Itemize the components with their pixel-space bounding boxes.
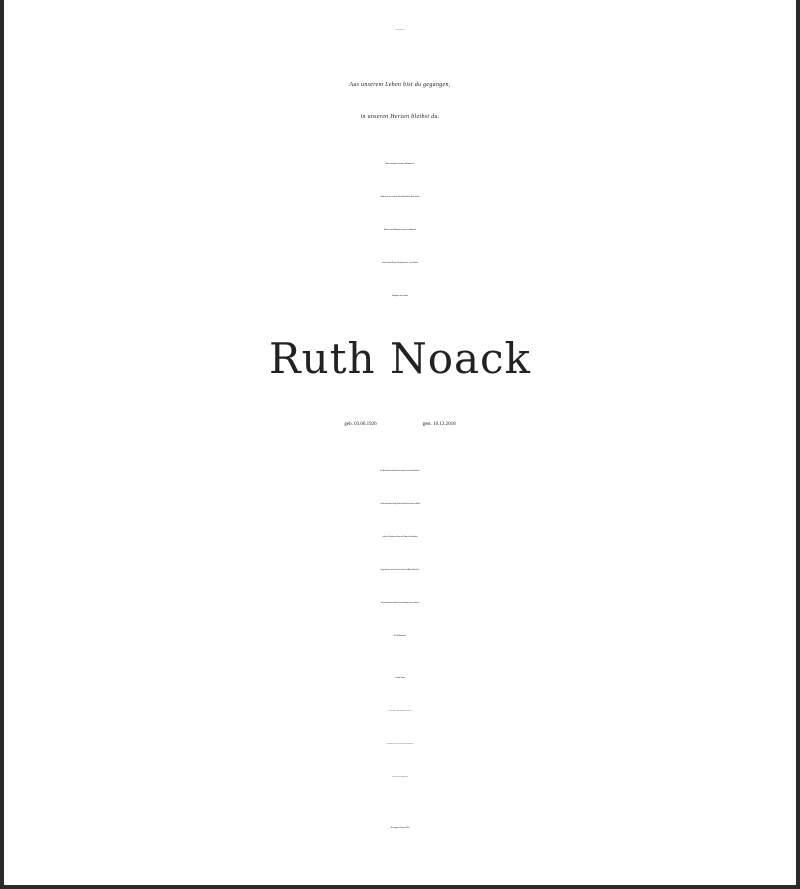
verse-line: Aus unserem Leben bist du gegangen, bbox=[349, 82, 451, 88]
thanks-line: Sangerhausen sowie Gretchen Opitz und Brigitte Noack für bbox=[380, 570, 420, 571]
signer-line: Regina Körber geb. Noack und Wolfgang Körber bbox=[386, 744, 414, 745]
verse-line: in unseren Herzen bleibst du. bbox=[360, 114, 440, 120]
mourning-label: In stiller Trauer bbox=[395, 678, 405, 679]
death-date: gest. 10.12.2018 bbox=[422, 422, 456, 427]
signer-line: Heinz Noack, Steffi Rohland und Sophie bbox=[388, 711, 412, 712]
signer-line: im Namen aller Angehörigen bbox=[391, 777, 409, 778]
intro-line: unserer lieben Mutter, Schwiegermutter, Oma, Uroma, bbox=[382, 263, 418, 264]
thanks-line: Unser besonderer Dank gilt dem Praxis-Team Gasse in Roßla bbox=[380, 504, 420, 505]
birth-date: geb. 03.06.1926 bbox=[344, 422, 377, 427]
thanks-line: die besondere persönliche Unterstützung in der schweren bbox=[381, 603, 419, 604]
place-date: Bennungen, im Januar 2019 bbox=[390, 828, 410, 829]
intro-line: Bekannten, die uns durch stillen Händedruck, Wort, Schrift, bbox=[380, 197, 420, 198]
notice-heading: Danksagung bbox=[395, 30, 405, 31]
intro-line: Allen Verwandten, Freunden, Nachbarn und bbox=[385, 164, 415, 165]
thanks-line: und dem Schwestern-Team der Diakonie Sozialstation bbox=[382, 537, 418, 538]
life-dates bbox=[4, 422, 796, 427]
intro-line: Schwägerin und Cousine bbox=[391, 296, 409, 297]
thanks-line: Zeit des Abschieds. bbox=[393, 636, 407, 637]
thanks-line: ihre Anteilnahme bekundeten, möchten wir herzlich danken. bbox=[380, 471, 420, 472]
deceased-name: Ruth Noack bbox=[269, 334, 531, 383]
intro-line: Blumen- und Geldspenden sowie beim Abschied bbox=[384, 230, 416, 231]
